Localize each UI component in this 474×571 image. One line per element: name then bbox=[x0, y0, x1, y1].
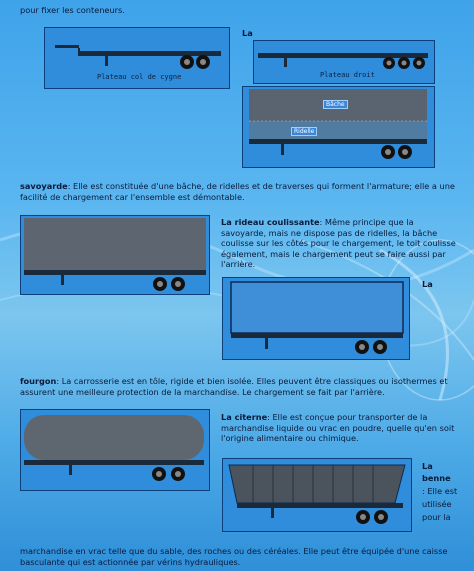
savoyarde-fragment: La bbox=[242, 28, 253, 38]
benne-text-1: : Elle est bbox=[422, 486, 458, 496]
citerne-term: La citerne bbox=[221, 412, 268, 422]
savoyarde-text: : Elle est constituée d'une bâche, de ridelles et de traverses qui forment l'armature; elle a une facilité de chargement car l'ensemble est démontable. bbox=[20, 181, 455, 202]
box-van-trailer-drawing bbox=[223, 278, 409, 359]
plateau-col-de-cygne-figure bbox=[44, 27, 230, 89]
benne-continuation: marchandise en vrac telle que du sable, des roches ou des céréales. Elle peut être équipée d'une caisse basculante qui est actionnée par vérins hydrauliques. bbox=[20, 546, 448, 567]
benne-text-3: pour la bbox=[422, 512, 451, 522]
rideau-paragraph bbox=[221, 217, 457, 270]
curtainsider-trailer-drawing bbox=[21, 216, 209, 294]
citerne-figure bbox=[20, 409, 210, 491]
fourgon-paragraph bbox=[20, 376, 456, 397]
citerne-paragraph bbox=[221, 412, 457, 444]
intro-line: pour fixer les conteneurs. bbox=[20, 5, 125, 15]
savoyarde-trailer-drawing bbox=[243, 87, 434, 167]
fourgon-text: : La carrosserie est en tôle, rigide et bien isolée. Elles peuvent être classiques ou isothermes et assurent une meilleure protection de la marchandise. Le chargement se fait par l'arrière. bbox=[20, 376, 448, 397]
tipper-trailer-drawing bbox=[223, 459, 411, 531]
ridelle-label: Ridelle bbox=[291, 127, 317, 136]
savoyarde-term: savoyarde bbox=[20, 181, 68, 191]
plateau-cygne-label: Plateau col de cygne bbox=[97, 73, 182, 81]
fourgon-term: fourgon bbox=[20, 376, 57, 386]
bache-label: Bâche bbox=[323, 100, 348, 109]
savoyarde-figure bbox=[242, 86, 435, 168]
fourgon-fragment: La bbox=[422, 279, 433, 289]
plateau-droit-label: Plateau droit bbox=[320, 71, 375, 79]
benne-text-2: utilisée bbox=[422, 499, 452, 509]
citerne-text: : Elle est conçue pour transporter de la marchandise liquide ou vrac en poudre, quelle qu'en soit l'origine alimentaire ou chimique. bbox=[221, 412, 455, 444]
rideau-coulissant-figure bbox=[20, 215, 210, 295]
rideau-text: : Même principe que la savoyarde, mais ne dispose pas de ridelles, la bâche coulisse sur les côtés pour le chargement, le toit coulisse également, mais le chargement peut se faire aussi par l'arrière. bbox=[221, 217, 456, 270]
rideau-term: La rideau coulissante bbox=[221, 217, 320, 227]
savoyarde-paragraph bbox=[20, 181, 456, 202]
benne-term-2: benne bbox=[422, 473, 451, 483]
plateau-droit-figure bbox=[253, 40, 435, 84]
benne-figure bbox=[222, 458, 412, 532]
benne-term-1: La bbox=[422, 461, 433, 471]
fourgon-figure bbox=[222, 277, 410, 360]
tanker-trailer-drawing bbox=[21, 410, 209, 490]
